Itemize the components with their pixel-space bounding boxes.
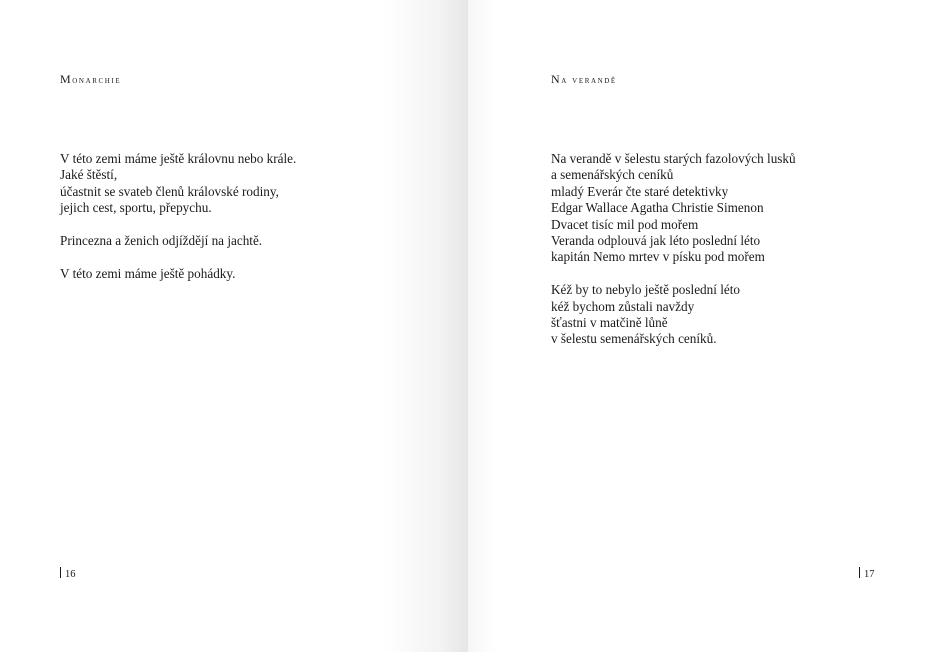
poem-line: Edgar Wallace Agatha Christie Simenon	[551, 200, 764, 216]
poem-body	[551, 151, 796, 364]
page-number-value: 16	[65, 569, 76, 580]
poem-line: Dvacet tisíc mil pod mořem	[551, 216, 699, 232]
poem-line: šťastni v matčině lůně	[551, 315, 668, 331]
page-number-value: 17	[864, 569, 875, 580]
poem-title: Na verandě	[551, 72, 617, 86]
stanza	[551, 151, 796, 266]
poem-line: jejich cest, sportu, přepychu.	[60, 200, 212, 216]
poem-line: účastnit se svateb členů královské rodiny,	[60, 183, 279, 199]
poem-line: Jaké štěstí,	[60, 167, 118, 183]
poem-line: v šelestu semenářských ceníků.	[551, 331, 717, 347]
poem-line: V této zemi máme ještě královnu nebo krále.	[60, 151, 297, 166]
stanza	[60, 151, 296, 217]
poem-line: mladý Everár čte staré detektivky	[551, 183, 729, 199]
stanza	[60, 233, 296, 249]
page-number	[859, 567, 875, 580]
folio-rule	[859, 567, 860, 578]
poem-line: Veranda odplouvá jak léto poslední léto	[551, 233, 761, 249]
stanza	[60, 266, 296, 282]
poem-line: V této zemi máme ještě pohádky.	[60, 265, 236, 281]
poem-line: Princezna a ženich odjíždějí na jachtě.	[60, 233, 263, 249]
poem-line: Na verandě v šelestu starých fazolových lusků	[551, 151, 796, 166]
poem-line: Kéž by to nebylo ještě poslední léto	[551, 282, 740, 298]
poem-body	[60, 151, 296, 299]
poem-line: kapitán Nemo mrtev v písku pod mořem	[551, 249, 765, 265]
right-page	[468, 0, 935, 652]
page-number	[60, 567, 76, 580]
poem-line: kéž bychom zůstali navždy	[551, 298, 695, 314]
poem-title: Monarchie	[60, 72, 122, 86]
folio-rule	[60, 567, 61, 578]
stanza	[551, 282, 796, 348]
poem-line: a semenářských ceníků	[551, 167, 674, 183]
